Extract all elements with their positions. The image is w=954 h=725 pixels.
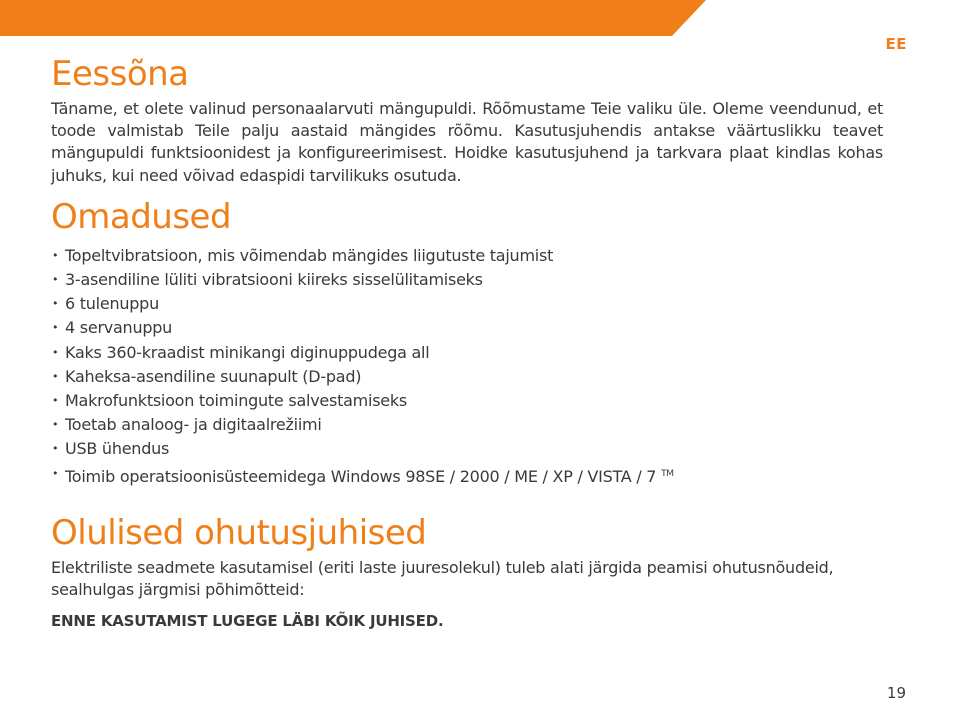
list-item: • 6 tulenuppu [51, 292, 883, 316]
bullet-icon: • [52, 369, 59, 383]
list-item: • 3-asendiline lüliti vibratsiooni kiireks sisselülitamiseks [51, 268, 883, 292]
section-title-features: Omadused [51, 196, 232, 237]
list-item: • Kaks 360-kraadist minikangi diginuppudega all [51, 341, 883, 365]
page-content [51, 54, 883, 631]
list-item: • Toimib operatsioonisüsteemidega Windows 98SE / 2000 / ME / XP / VISTA / 7 ™ [51, 462, 883, 489]
trademark-symbol: TM [661, 468, 674, 479]
bullet-icon: • [52, 394, 59, 408]
bullet-icon: • [52, 345, 59, 359]
list-item: • USB ühendus [51, 437, 883, 461]
list-item: • Toetab analoog- ja digitaalrežiimi [51, 413, 883, 437]
bullet-icon: • [52, 466, 59, 480]
list-item: • Topeltvibratsioon, mis võimendab mängides liigutuste tajumist [51, 244, 883, 268]
safety-paragraph: Elektriliste seadmete kasutamisel (eriti laste juuresolekul) tuleb alati järgida peamisi ohutusnõudeid, sealhulgas järgmisi põhimõtteid: [51, 557, 834, 600]
language-tag: EE [885, 35, 907, 53]
page-number: 19 [886, 684, 906, 702]
bullet-icon: • [52, 442, 59, 456]
section-title-safety: Olulised ohutusjuhised [51, 512, 427, 553]
bullet-icon: • [52, 321, 59, 335]
list-item: • Kaheksa-asendiline suunapult (D-pad) [51, 365, 883, 389]
bullet-icon: • [52, 297, 59, 311]
list-item: • 4 servanuppu [51, 316, 883, 340]
bullet-icon: • [52, 418, 59, 432]
bullet-icon: • [52, 248, 59, 262]
intro-paragraph: Täname, et olete valinud personaalarvuti mängupuldi. Rõõmustame Teie valiku üle. Oleme veendunud, et toode valmistab Teile palju aastaid mängides rõõmu. Kasutusjuhendis antakse väärtuslikku teavet mängupuldi funktsioonidest ja konfigureerimisest. Hoidke kasutusjuhend ja tarkvara plaat kindlas kohas juhuks, kui need võivad edaspidi tarvilikuks osutuda. [51, 99, 883, 185]
bullet-icon: • [52, 273, 59, 287]
safety-warning: ENNE KASUTAMIST LUGEGE LÄBI KÕIK JUHISED. [51, 612, 444, 631]
header-orange-bar [0, 0, 954, 36]
features-list [51, 244, 883, 489]
section-title-intro: Eessõna [51, 54, 189, 94]
list-item: • Makrofunktsioon toimingute salvestamiseks [51, 389, 883, 413]
